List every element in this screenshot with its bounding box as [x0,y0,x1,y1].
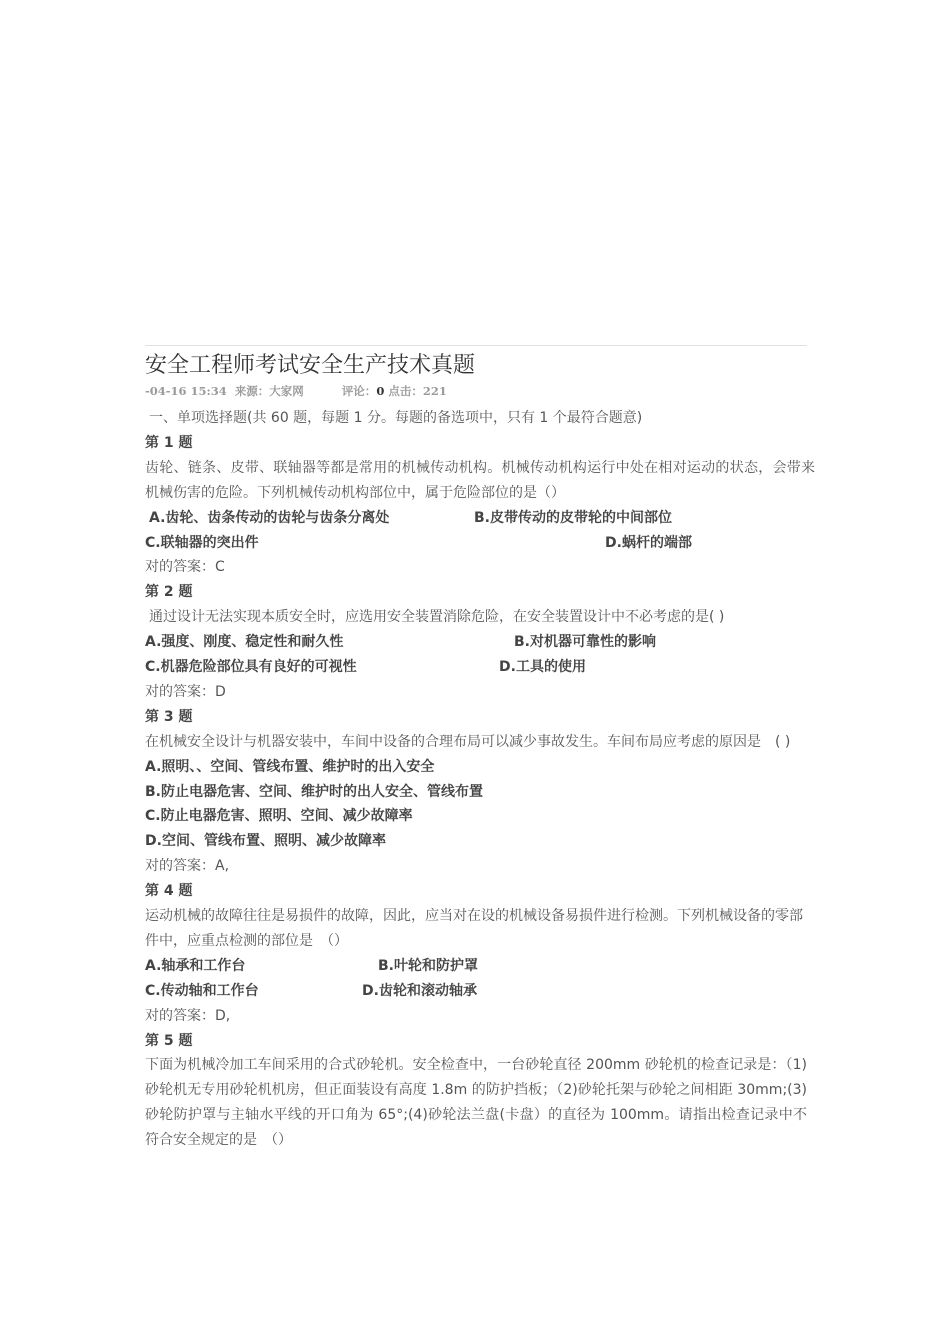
question-label: 第 2 题 [145,584,193,601]
article-title: 安全工程师考试安全生产技术真题 [145,353,476,378]
article-meta [145,382,815,406]
option-b: B.对机器可靠性的影响 [514,634,656,651]
article [145,350,815,1153]
option-c: C.传动轴和工作台 [145,982,259,999]
option-d: D.蜗杆的端部 [605,534,692,551]
answer: 对的答案：C [145,559,225,576]
meta-comments-count: 0 [376,384,385,398]
question-label: 第 3 题 [145,708,193,725]
option-c: C.防止电器危害、照明、空间、减少故障率 [145,808,413,825]
meta-date: -04-16 15:34 [145,384,227,398]
option-row [145,531,815,556]
question-stem: 运动机械的故障往往是易损件的故障，因此，应当对在设的机械设备易损件进行检测。下列机械设备的零部件中，应重点检测的部位是 （） [145,908,803,949]
option-a: A.照明、、空间、管线布置、维护时的出入安全 [145,758,435,775]
option-row [145,630,815,655]
question-stem: 通过设计无法实现本质安全时，应选用安全装置消除危险，在安全装置设计中不必考虑的是( ) [149,609,725,626]
question-stem: 齿轮、链条、皮带、联轴器等都是常用的机械传动机构。机械传动机构运行中处在相对运动的状态，会带来机械伤害的危险。下列机械传动机构部位中，属于危险部位的是（） [145,459,815,501]
option-row [145,655,815,680]
option-d: D.空间、管线布置、照明、减少故障率 [145,833,386,850]
answer: 对的答案：D, [145,1007,231,1024]
option-a: A.轴承和工作台 [145,957,246,974]
option-row [145,506,815,531]
option-d: D.工具的使用 [499,659,586,676]
meta-comments-label: 评论： [341,384,377,398]
question-label: 第 4 题 [145,883,193,900]
question-stem: 下面为机械冷加工车间采用的合式砂轮机。安全检查中，一台砂轮直径 200mm 砂轮机的检查记录是：（1)砂轮机无专用砂轮机机房，但正面装设有高度 1.8m 的防护挡板；（2)砂轮托架与砂轮之间相距 30mm;(3)砂轮防护罩与主轴水平线的开口角为 65°;(4)砂轮法兰盘(卡盘）的直径为 100mm。请指出检查记录中不符合安全规定的是 （） [145,1057,807,1149]
question-label: 第 5 题 [145,1032,193,1049]
option-row [145,954,815,979]
answer: 对的答案：D [145,683,226,700]
option-a: A.强度、刚度、稳定性和耐久性 [145,634,344,651]
option-b: B.叶轮和防护罩 [378,957,478,974]
option-b: B.防止电器危害、空间、维护时的出人安全、管线布置 [145,783,483,800]
divider [145,345,807,346]
option-c: C.联轴器的突出件 [145,534,259,551]
option-row [145,979,815,1004]
option-b: B.皮带传动的皮带轮的中间部位 [474,509,672,526]
option-c: C.机器危险部位具有良好的可视性 [145,659,357,676]
option-a: A.齿轮、齿条传动的齿轮与齿条分离处 [149,509,390,526]
question-stem: 在机械安全设计与机器安装中，车间中设备的合理布局可以减少事故发生。车间布局应考虑的原因是 ( ) [145,733,791,750]
section-heading: 一、单项选择题(共 60 题，每题 1 分。每题的备选项中，只有 1 个最符合题意) [149,410,643,426]
meta-source: 来源：大家网 [234,384,304,398]
question-label: 第 1 题 [145,434,193,451]
answer: 对的答案：A, [145,858,230,875]
option-d: D.齿轮和滚动轴承 [362,982,477,999]
meta-clicks: 点击：221 [388,384,447,398]
